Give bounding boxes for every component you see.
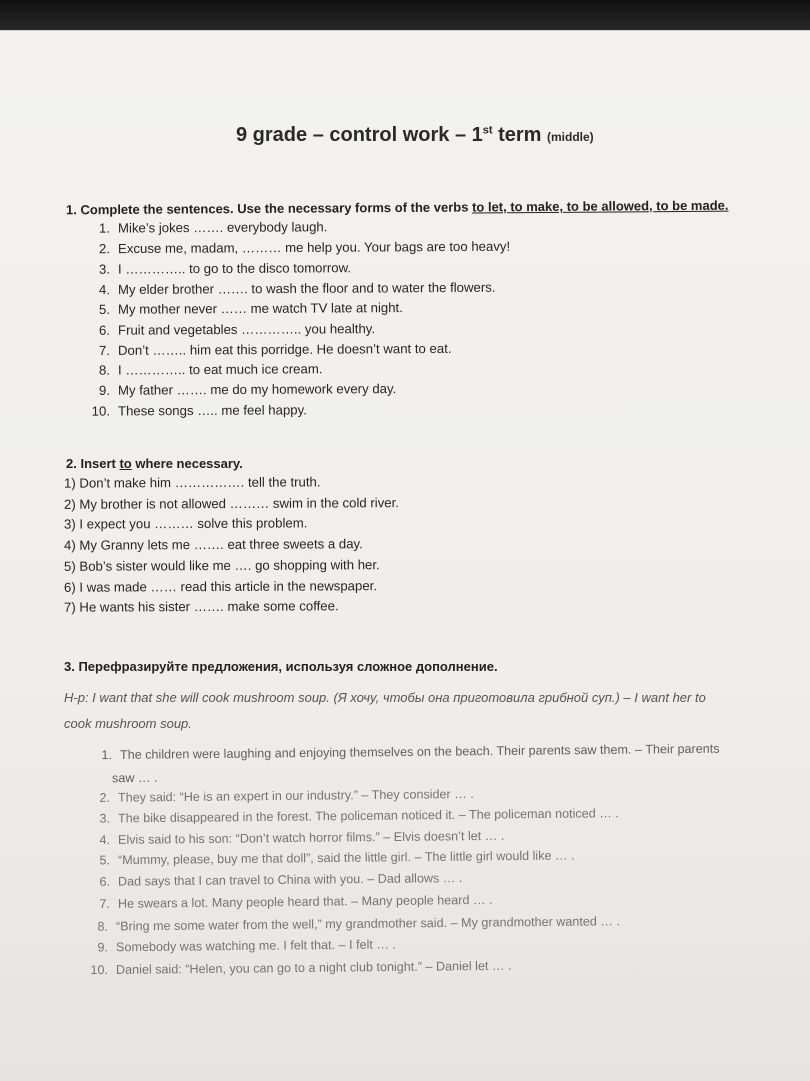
item-number: 8. [98,362,111,378]
item-text: “Bring me some water from the well,” my grandmother said. – My grandmother wanted … . [115,914,621,934]
item-text: Don’t …….. him eat this porridge. He doesn’t want to eat. [117,340,452,358]
item-text: The children were laughing and enjoying themselves on the beach. Their parents saw them. – Their parents [119,741,720,762]
item-number: 5. [99,853,111,868]
section-1-item [84,381,396,398]
item-text: My mother never …… me watch TV late at night. [117,300,403,317]
item-number: 9. [98,383,111,399]
section-1-item [84,280,496,298]
section-1-heading: 1. Complete the sentences. Use the necessary forms of the verbs to let, to make, to be allowed, to be made. [65,197,729,218]
example-line-2: cook mushroom soup. [64,716,192,731]
item-number: 6. [99,874,111,889]
item-number: 1. [101,748,113,763]
item-number: 3. [98,261,111,277]
section-2-item: 3) I expect you ……… solve this problem. [63,515,308,533]
item-text: Elvis said to his son: “Don’t watch horror films.” – Elvis doesn’t let … . [117,828,505,847]
item-text: Dad says that I can travel to China with you. – Dad allows … . [117,871,463,889]
item-text: He swears a lot. Many people heard that. – Many people heard … . [117,892,493,911]
section-1-item [84,239,510,257]
section-1-item [84,321,375,338]
item-text: My father ……. me do my homework every day. [117,381,397,399]
item-text: saw … . [111,770,158,786]
item-text: “Mummy, please, buy me that doll”, said the little girl. – The little girl would like … . [117,848,575,868]
section-1-item [84,341,452,358]
item-text: Somebody was watching me. I felt that. – I felt … . [115,937,397,955]
item-text: These songs ….. me feel happy. [117,402,307,419]
worksheet-title: 9 grade – control work – 1st term (middle) [236,124,594,146]
section-1-item [84,361,323,377]
item-number: 7. [99,896,111,911]
section-1-item [84,219,327,235]
section-2-item: 6) I was made …… read this article in the newspaper. [63,577,378,595]
item-text: My elder brother ……. to wash the floor and to water the flowers. [117,279,496,297]
section-2-item: 2) My brother is not allowed ……… swim in the cold river. [63,494,399,512]
item-number: 10. [91,403,111,419]
item-number: 5. [98,302,111,318]
section-1-item [84,260,351,277]
example-line-1: Н-р: I want that she will cook mushroom soup. (Я хочу, чтобы она приготовила грибной суп.) – I want her to [64,690,706,705]
photo-dark-edge [0,0,810,34]
item-text: I ………….. to eat much ice cream. [117,361,323,378]
section-2-item: 1) Don’t make him ……………. tell the truth. [63,474,321,491]
item-number: 10. [90,962,109,978]
item-number: 1. [98,220,111,236]
item-number: 2. [98,241,111,257]
section-2-item: 5) Bob’s sister would like me …. go shopping with her. [63,556,380,574]
item-number: 2. [99,790,111,805]
item-text: Daniel said: “Helen, you can go to a night club tonight.” – Daniel let … . [115,958,512,977]
item-text: The bike disappeared in the forest. The policeman noticed it. – The policeman noticed … . [117,806,619,826]
item-number: 3. [99,811,111,826]
section-1-item [84,300,403,317]
item-number: 4. [99,832,111,848]
item-text: Mike’s jokes ……. everybody laugh. [117,219,328,236]
item-number: 9. [97,940,109,955]
item-text: I ………….. to go to the disco tomorrow. [117,259,352,277]
section-3-heading: 3. Перефразируйте предложения, используя сложное дополнение. [64,659,498,674]
item-number: 7. [98,342,111,358]
item-number: 4. [98,281,111,298]
item-number: 8. [97,919,109,934]
item-number: 6. [98,322,111,338]
section-2-item: 4) My Granny lets me ……. eat three sweets a day. [63,536,363,553]
section-2-item: 7) He wants his sister ……. make some coffee. [63,598,339,615]
section-2-heading: 2. Insert to where necessary. [66,456,243,471]
item-text: They said: “He is an expert in our industry.” – They consider … . [117,786,474,805]
section-1-item [84,402,307,418]
section-3-item [112,771,158,785]
item-text: Fruit and vegetables ………….. you healthy. [117,320,376,338]
item-text: Excuse me, madam, ……… me help you. Your bags are too heavy! [117,238,511,257]
